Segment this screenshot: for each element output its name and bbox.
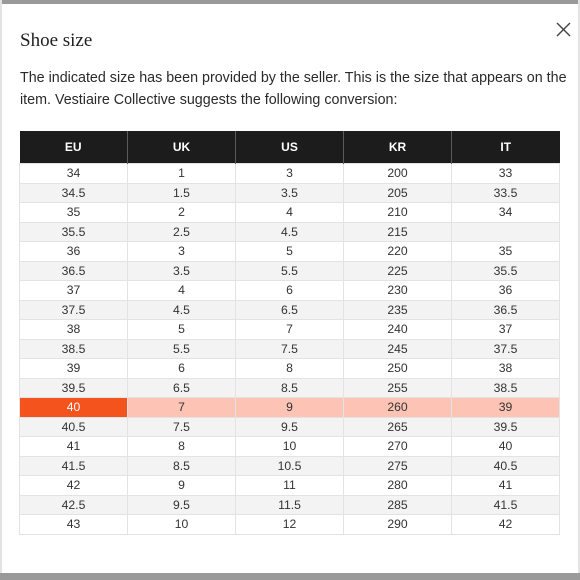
table-row xyxy=(20,495,560,515)
close-icon xyxy=(552,19,574,41)
column-header-us: US xyxy=(236,131,344,164)
table-cell-uk: 7 xyxy=(128,398,236,418)
table-cell-it: 40 xyxy=(452,437,560,457)
table-row xyxy=(20,320,560,340)
window-left-border xyxy=(0,0,2,580)
table-cell-eu: 36 xyxy=(20,242,128,262)
table-cell-uk: 1 xyxy=(128,164,236,184)
table-cell-it: 38 xyxy=(452,359,560,379)
table-cell-uk: 10 xyxy=(128,515,236,535)
table-cell-eu: 36.5 xyxy=(20,261,128,281)
table-cell-eu: 40.5 xyxy=(20,417,128,437)
table-cell-kr: 245 xyxy=(344,339,452,359)
table-cell-kr: 220 xyxy=(344,242,452,262)
table-cell-eu: 38 xyxy=(20,320,128,340)
table-cell-eu: 42 xyxy=(20,476,128,496)
table-row xyxy=(20,242,560,262)
window-top-border xyxy=(0,0,580,4)
table-row xyxy=(20,437,560,457)
table-cell-us: 6 xyxy=(236,281,344,301)
table-row xyxy=(20,378,560,398)
table-cell-uk: 9 xyxy=(128,476,236,496)
table-cell-kr: 285 xyxy=(344,495,452,515)
table-cell-us: 5.5 xyxy=(236,261,344,281)
table-cell-uk: 3 xyxy=(128,242,236,262)
table-cell-uk: 2.5 xyxy=(128,222,236,242)
table-cell-kr: 265 xyxy=(344,417,452,437)
column-header-it: IT xyxy=(452,131,560,164)
table-cell-kr: 205 xyxy=(344,183,452,203)
table-cell-us: 4 xyxy=(236,203,344,223)
table-cell-kr: 225 xyxy=(344,261,452,281)
table-row xyxy=(20,359,560,379)
table-cell-eu: 43 xyxy=(20,515,128,535)
table-cell-it: 33.5 xyxy=(452,183,560,203)
table-cell-eu: 40 xyxy=(20,398,128,418)
table-cell-us: 3.5 xyxy=(236,183,344,203)
table-cell-it: 36.5 xyxy=(452,300,560,320)
table-cell-us: 10.5 xyxy=(236,456,344,476)
table-row xyxy=(20,515,560,535)
table-cell-us: 9 xyxy=(236,398,344,418)
table-cell-it: 35.5 xyxy=(452,261,560,281)
table-cell-us: 7.5 xyxy=(236,339,344,359)
table-cell-us: 11.5 xyxy=(236,495,344,515)
table-cell-kr: 260 xyxy=(344,398,452,418)
table-cell-uk: 8.5 xyxy=(128,456,236,476)
table-cell-uk: 7.5 xyxy=(128,417,236,437)
table-row xyxy=(20,203,560,223)
table-cell-kr: 255 xyxy=(344,378,452,398)
table-cell-uk: 2 xyxy=(128,203,236,223)
table-cell-kr: 275 xyxy=(344,456,452,476)
table-row xyxy=(20,281,560,301)
table-cell-uk: 5 xyxy=(128,320,236,340)
table-cell-kr: 280 xyxy=(344,476,452,496)
table-cell-kr: 250 xyxy=(344,359,452,379)
table-row xyxy=(20,164,560,184)
table-cell-uk: 6 xyxy=(128,359,236,379)
table-cell-it: 41.5 xyxy=(452,495,560,515)
table-cell-kr: 230 xyxy=(344,281,452,301)
table-cell-uk: 4.5 xyxy=(128,300,236,320)
table-cell-it: 37.5 xyxy=(452,339,560,359)
table-row xyxy=(20,222,560,242)
table-cell-it: 39.5 xyxy=(452,417,560,437)
table-cell-us: 10 xyxy=(236,437,344,457)
dialog-title: Shoe size xyxy=(20,30,93,51)
table-cell-it xyxy=(452,222,560,242)
table-cell-us: 7 xyxy=(236,320,344,340)
column-header-eu: EU xyxy=(20,131,128,164)
table-cell-us: 12 xyxy=(236,515,344,535)
table-cell-eu: 35.5 xyxy=(20,222,128,242)
table-cell-eu: 35 xyxy=(20,203,128,223)
table-body xyxy=(20,164,560,535)
table-cell-uk: 5.5 xyxy=(128,339,236,359)
table-header-row xyxy=(20,131,560,164)
table-cell-it: 38.5 xyxy=(452,378,560,398)
table-cell-kr: 270 xyxy=(344,437,452,457)
table-cell-us: 6.5 xyxy=(236,300,344,320)
table-cell-it: 36 xyxy=(452,281,560,301)
table-cell-uk: 1.5 xyxy=(128,183,236,203)
table-cell-kr: 290 xyxy=(344,515,452,535)
table-cell-it: 40.5 xyxy=(452,456,560,476)
table-cell-eu: 41.5 xyxy=(20,456,128,476)
dialog-description: The indicated size has been provided by the seller. This is the size that appears on the item. Vestiaire Collective suggests the following conversion: xyxy=(20,70,567,108)
table-cell-eu: 42.5 xyxy=(20,495,128,515)
table-row xyxy=(20,183,560,203)
table-cell-kr: 215 xyxy=(344,222,452,242)
table-cell-it: 33 xyxy=(452,164,560,184)
table-cell-us: 5 xyxy=(236,242,344,262)
table-cell-us: 9.5 xyxy=(236,417,344,437)
size-conversion-table xyxy=(19,131,560,535)
table-cell-uk: 3.5 xyxy=(128,261,236,281)
table-cell-it: 35 xyxy=(452,242,560,262)
window-bottom-border xyxy=(0,573,580,580)
table-cell-it: 34 xyxy=(452,203,560,223)
table-row xyxy=(20,261,560,281)
table-row xyxy=(20,417,560,437)
table-cell-eu: 37.5 xyxy=(20,300,128,320)
column-header-kr: KR xyxy=(344,131,452,164)
table-cell-uk: 4 xyxy=(128,281,236,301)
column-header-uk: UK xyxy=(128,131,236,164)
table-cell-it: 39 xyxy=(452,398,560,418)
table-cell-us: 3 xyxy=(236,164,344,184)
table-cell-kr: 200 xyxy=(344,164,452,184)
table-cell-it: 37 xyxy=(452,320,560,340)
table-row xyxy=(20,456,560,476)
close-button[interactable] xyxy=(552,19,574,41)
table-cell-eu: 34.5 xyxy=(20,183,128,203)
table-cell-kr: 240 xyxy=(344,320,452,340)
table-cell-it: 42 xyxy=(452,515,560,535)
table-cell-us: 8 xyxy=(236,359,344,379)
table-cell-uk: 9.5 xyxy=(128,495,236,515)
table-cell-us: 4.5 xyxy=(236,222,344,242)
table-cell-kr: 235 xyxy=(344,300,452,320)
table-row xyxy=(20,339,560,359)
table-cell-eu: 37 xyxy=(20,281,128,301)
table-cell-eu: 34 xyxy=(20,164,128,184)
table-cell-us: 8.5 xyxy=(236,378,344,398)
table-cell-eu: 39.5 xyxy=(20,378,128,398)
table-cell-eu: 38.5 xyxy=(20,339,128,359)
table-cell-eu: 39 xyxy=(20,359,128,379)
table-row xyxy=(20,398,560,418)
table-cell-us: 11 xyxy=(236,476,344,496)
table-row xyxy=(20,476,560,496)
table-cell-kr: 210 xyxy=(344,203,452,223)
table-cell-uk: 6.5 xyxy=(128,378,236,398)
table-cell-it: 41 xyxy=(452,476,560,496)
table-cell-uk: 8 xyxy=(128,437,236,457)
table-row xyxy=(20,300,560,320)
table-cell-eu: 41 xyxy=(20,437,128,457)
